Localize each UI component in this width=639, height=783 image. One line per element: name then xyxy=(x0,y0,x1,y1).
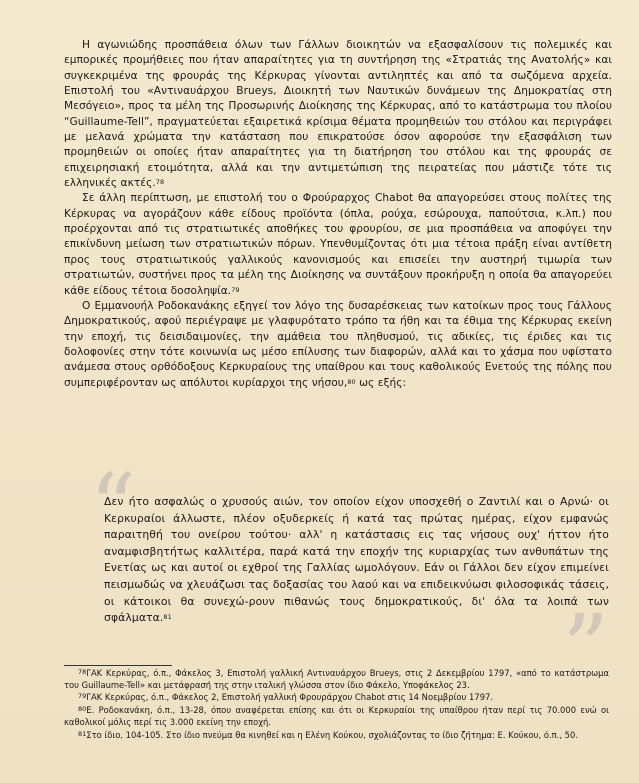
close-quote-icon: ” xyxy=(561,595,609,702)
paragraph: Ο Εμμανουήλ Ροδοκανάκης εξηγεί τον λόγο της δυσαρέσκειας των κατοίκων προς τους Γάλλους Δημοκρατικούς, αφού περιέγραψε με γλαφυρότατο τρόπο τα ήθη και τα έθιμα της Κέρκυρας εκείνη την εποχή, τις δεισιδαιμονίες, την αμάθεια του πληθυσμού, τις αδικίες, τις έριδες και τις δολοφονίες στην τότε κοινωνία ως μέσο επίλυσης των διαφορών, αλλά και το χάσμα που υφίστατο ανάμεσα στους ορθόδοξους Κερκυραίους της υπαίθρου και τους καθολικούς Ενετούς της πόλης που συμπεριφέρονταν ως απόλυτοι κυρίαρχοι της νήσου,$^{80}$ ως εξής: xyxy=(64,299,612,389)
footnote: $^{78}$ΓΑΚ Κερκύρας, ό.π., Φάκελος 3, Επιστολή γαλλική Αντιναυάρχου Brueys, στις 2 Δεκεμβρίου 1797, «από το κατάστρωμα του Guillaume-Tell» και μετάφρασή της στην ιταλική γλώσσα στον ίδιο Φάκελο, Υποφάκελος 23. xyxy=(64,668,609,690)
footnote-ref[interactable]: 80 xyxy=(347,377,356,386)
footnote-divider xyxy=(64,665,172,666)
footnotes xyxy=(64,668,609,742)
footnote-ref[interactable]: 79 xyxy=(231,285,240,294)
open-quote-icon: “ xyxy=(89,454,137,561)
footnote-ref[interactable]: 81 xyxy=(163,613,172,622)
footnote: $^{79}$ΓΑΚ Κερκύρας, ό.π., Φάκελος 2, Επιστολή γαλλική Φρουράρχου Chabot στις 14 Νοεμβρίου 1797. xyxy=(78,692,494,703)
paragraph: Σε άλλη περίπτωση, με επιστολή του ο Φρούραρχος Chabot θα απαγορεύσει στους πολίτες της Κέρκυρας να αγοράζουν κάθε είδους προϊόντα (όπλα, ρούχα, εσώρουχα, παπούτσια, κ.λπ.) που προέρχονται από τις στρατιωτικές αποθήκες του φρουρίου, σε μια προσπάθεια να αποφύγει την επικίνδυνη μείωση των στρατιωτικών πόρων. Υπενθυμίζοντας ότι μια τέτοια πράξη είναι αντίθετη προς τους στρατιωτικούς γαλλικούς κανονισμούς και επισείει την αυστηρή τιμωρία των στρατιωτών, συστήνει προς τα μέλη της Διοίκησης να συντάξουν προκήρυξη η οποία θα απαγορεύει κάθε είδους τέτοια δοσοληψία.$^{79}$ xyxy=(64,192,612,297)
quote-text: Δεν ήτο ασφαλώς ο χρυσούς αιών, τον οποίον είχον υποσχεθή ο Ζαντιλί και ο Αρνώ· οι Κερκυραίοι άλλωστε, πλέον οξυδερκείς ή κατά τας πρώτας ημέρας, είχον εμφανώς παραιτηθή του ονείρου τούτου· αλλ' η κατάστασις εις τας νήσους ουχ' ήττον ήτο αναμφισβητήτως καλλιτέρα, παρά κατά την εποχήν της κυριαρχίας των ανθυπάτων της Ενετίας ως και αυτοί οι εχθροί της Γαλλίας ωμολόγουν. Εάν οι Γάλλοι δεν είχον επιμείνει πεισμωδώς να χλευάζωσι τας δοξασίας του λαού και να επιδεικνύωσι φιλοσοφικάς τάσεις, οι κάτοικοι θα συνεχώ-ρουν πιθανώς τους δημοκρατικούς, δι' όλα τα λοιπά των σφάλματα.$^{81}$ xyxy=(104,495,609,625)
main-text xyxy=(64,38,612,391)
footnote-ref[interactable]: 78 xyxy=(155,178,165,187)
paragraph: Η αγωνιώδης προσπάθεια όλων των Γάλλων διοικητών να εξασφαλίσουν τις πολεμικές και εμπορικές προμήθειες που ήταν απαραίτητες για τη συντήρηση της «Στρατιάς της Ανατολής» και συγκεκριμένα της φρουράς της Κέρκυρας γίνονται αντιληπτές και από τα σωζόμενα αρχεία. Επιστολή του «Αντιναυάρχου Brueys, Διοικητή των Ναυτικών δυνάμεων της Δημοκρατίας στη Μεσόγειο», προς τα μέλη της Προσωρινής Διοίκησης της Κέρκυρας, από το κατάστρωμα του πλοίου “Guillaume-Tell”, πραγματεύεται εξαιρετικά κρίσιμα θέματα προμηθειών του στόλου και περιγράφει με μελανά χρώματα την κατάσταση που επικρατούσε όσον αφορούσε την εξασφάλιση των προμηθειών οι οποίες ήταν απαραίτητες για τη διατήρηση του στόλου και της φρουράς σε επιχειρησιακή ετοιμότητα, αλλά και την αντιμετώπιση της πειρατείας που μάστιζε τότε τις ελληνικές ακτές.$^{78}$ xyxy=(64,39,612,190)
footnote: $^{80}$Ε. Ροδοκανάκη, ό.π., 13-28, όπου αναφέρεται επίσης και ότι οι Κερκυραίοι της υπαίθρου ήταν περί τις 70.000 ενώ οι καθολικοί μόλις περί τις 3.000 εκείνη την εποχή. xyxy=(64,705,609,727)
footnote: $^{81}$Στο ίδιο, 104-105. Στο ίδιο πνεύμα θα κινηθεί και η Ελένη Κούκου, σχολιάζοντας το ίδιο ζήτημα: Ε. Κούκου, ό.π., 50. xyxy=(78,729,578,740)
